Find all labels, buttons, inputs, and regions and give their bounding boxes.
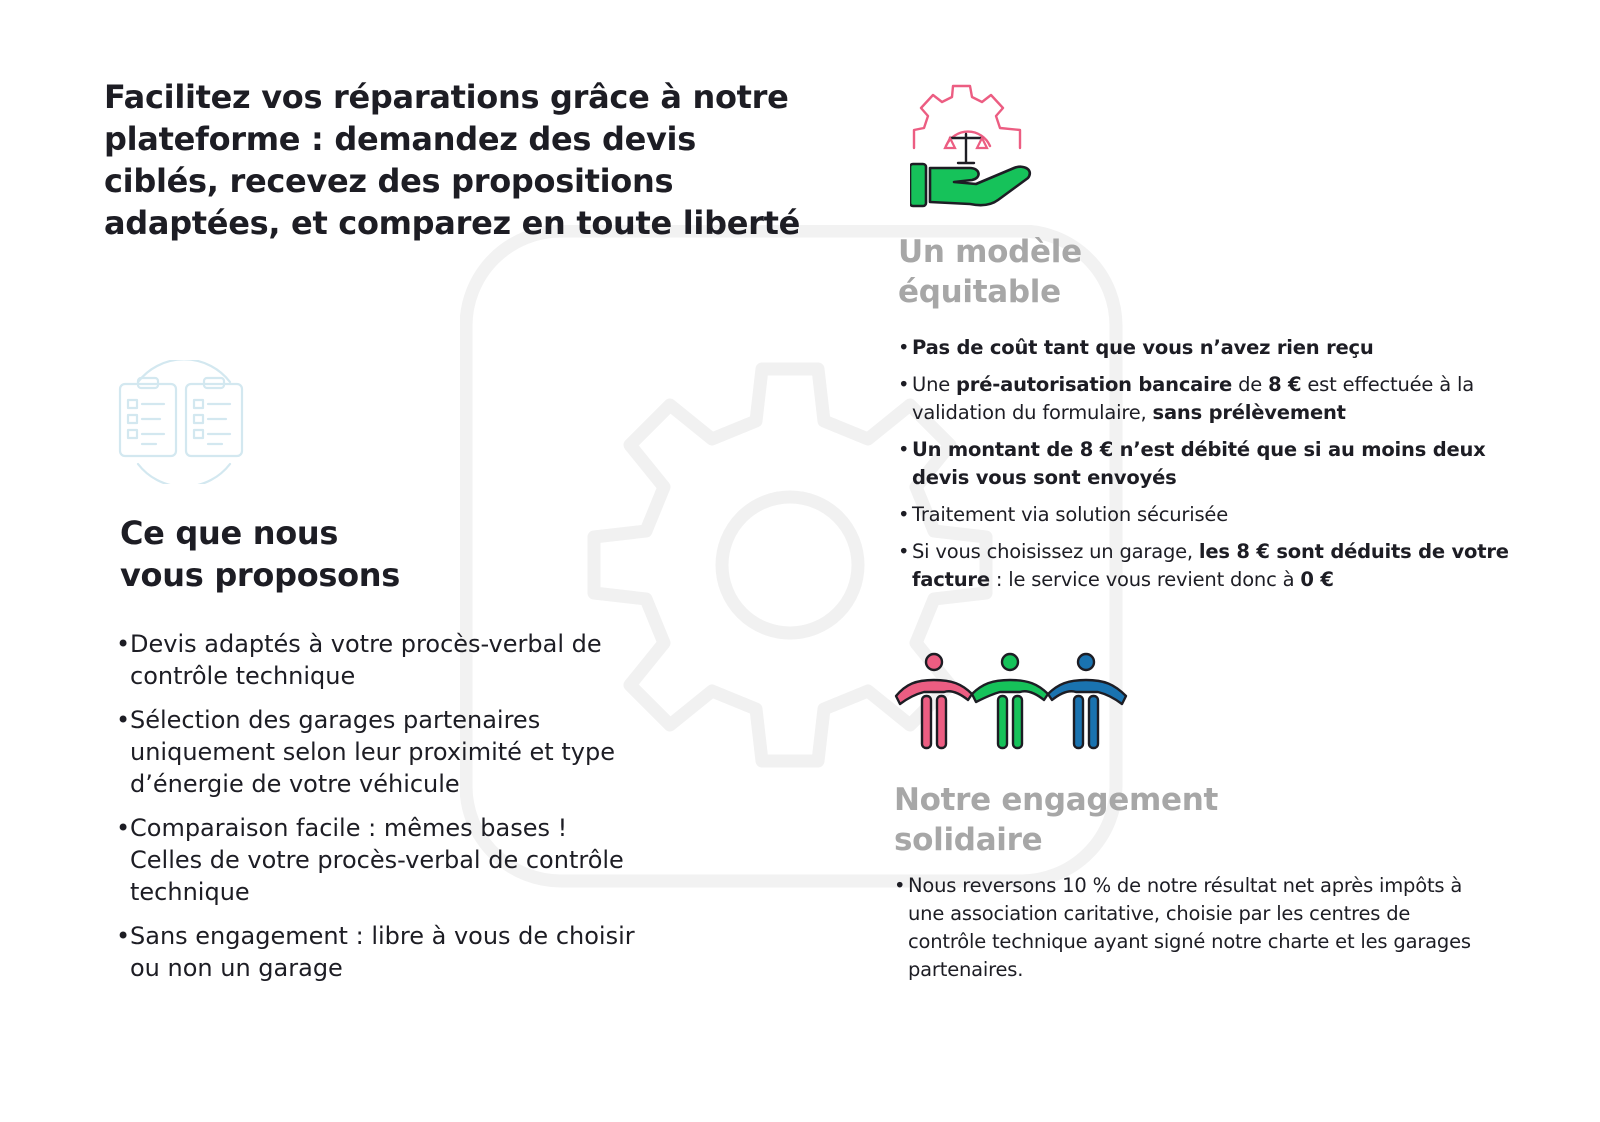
model-title-line1: Un modèle (898, 234, 1082, 270)
model-item-text: Une (912, 373, 957, 396)
model-item-text: de (1232, 373, 1269, 396)
solidarity-list (894, 872, 1474, 993)
offer-item: • Sélection des garages partenaires uniquement selon leur proximité et type d’énergie de votre véhicule (116, 704, 636, 800)
model-item (898, 436, 1518, 492)
offer-section-title (120, 512, 480, 596)
model-item-text: Si vous choisissez un garage, (912, 540, 1199, 563)
model-item-text: Traitement via solution sécurisée (912, 503, 1229, 526)
model-title-line2: équitable (898, 274, 1061, 310)
model-list (898, 334, 1518, 603)
model-section-title (898, 232, 1218, 312)
solidarity-section-title (894, 780, 1254, 860)
offer-item: • Devis adaptés à votre procès-verbal de contrôle technique (116, 628, 636, 692)
model-item (898, 371, 1518, 427)
model-item-bold: Un montant de 8 € n’est débité que si au moins deux devis vous sont envoyés (912, 438, 1486, 489)
model-item-text: : le service vous revient donc à (989, 568, 1301, 591)
page-headline: Facilitez vos réparations grâce à notre plateforme : demandez des devis ciblés, recevez des propositions adaptées, et comparez en toute liberté (104, 78, 800, 242)
solidarity-title-line2: solidaire (894, 822, 1043, 858)
offer-item: • Comparaison facile : mêmes bases ! Celles de votre procès-verbal de contrôle technique (116, 812, 636, 908)
model-item-bold: les 8 € sont déduits de votre facture (912, 540, 1509, 591)
three-people-holding-hands-icon (892, 652, 1136, 756)
model-item-text: est effectuée à la validation du formulaire, (912, 373, 1474, 424)
model-item (898, 538, 1518, 594)
offer-item: • Sans engagement : libre à vous de choisir ou non un garage (116, 920, 636, 984)
model-item-bold: 0 € (1300, 568, 1334, 591)
scale-hand-gear-icon (910, 78, 1050, 214)
model-item-bold: pré-autorisation bancaire (956, 373, 1233, 396)
model-item-bold: Pas de coût tant que vous n’avez rien reçu (912, 336, 1374, 359)
two-clipboards-icon (118, 360, 250, 484)
model-item-bold: sans prélèvement (1152, 401, 1346, 424)
solidarity-title-line1: Notre engagement (894, 782, 1218, 818)
offer-title-line1: Ce que nous (120, 514, 339, 552)
model-item (898, 501, 1518, 529)
offer-list (116, 628, 636, 996)
model-item (898, 334, 1518, 362)
solidarity-item: • Nous reversons 10 % de notre résultat net après impôts à une association caritative, choisie par les centres de contrôle technique ayant signé notre charte et les garages partenaires. (894, 872, 1474, 984)
offer-title-line2: vous proposons (120, 556, 401, 594)
model-item-bold: 8 € (1268, 373, 1302, 396)
